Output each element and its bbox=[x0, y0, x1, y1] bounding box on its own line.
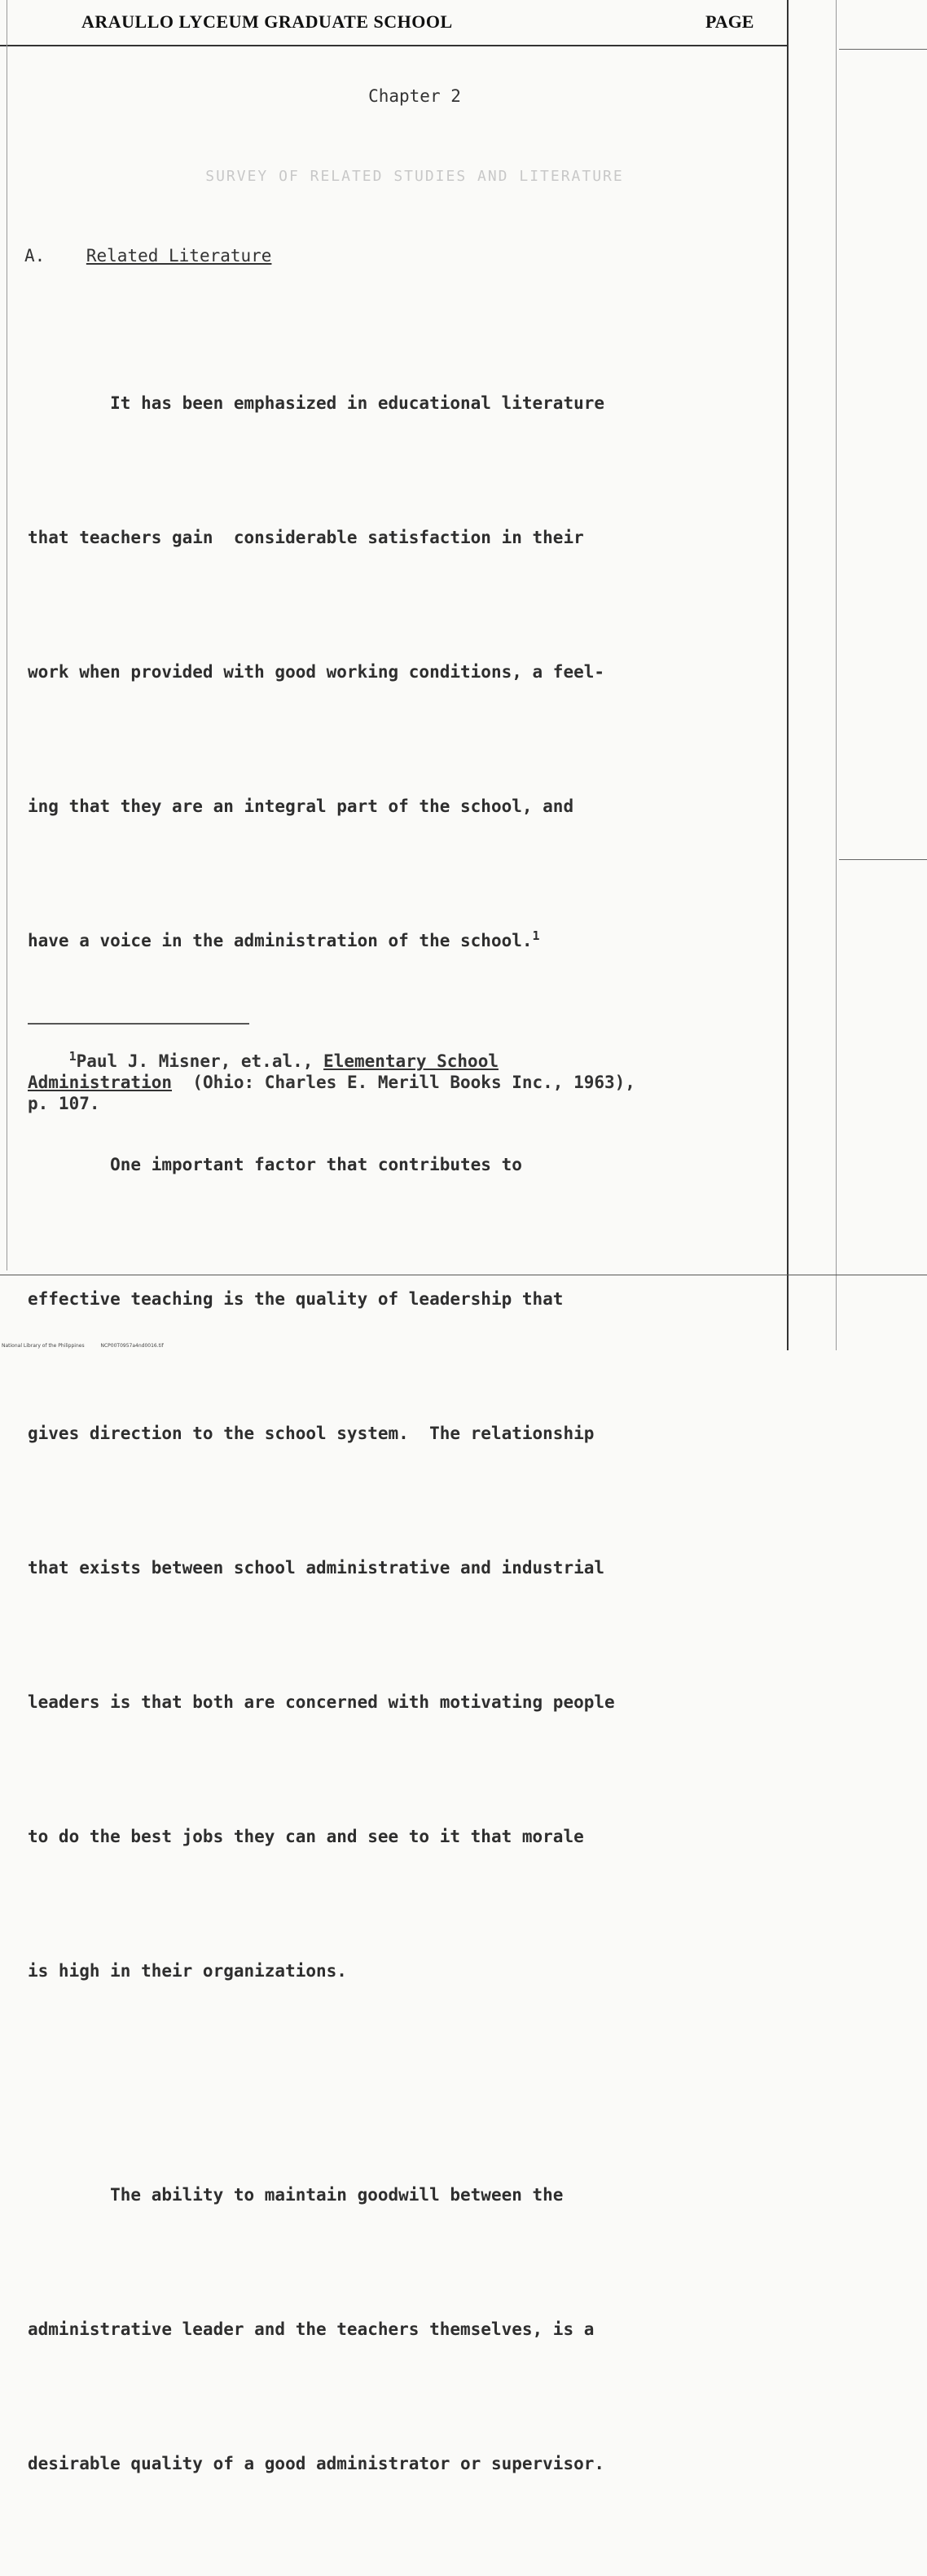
school-header-title: ARAULLO LYCEUM GRADUATE SCHOOL bbox=[81, 11, 453, 32]
footnote-reference: 1 bbox=[532, 928, 540, 943]
text-line: to do the best jobs they can and see to it that morale bbox=[28, 1827, 584, 1846]
footnote-line-2 bbox=[28, 1072, 842, 1093]
body-text bbox=[28, 292, 826, 2576]
outer-tab-rule-top bbox=[839, 49, 927, 50]
footnote-book-title: Elementary School bbox=[323, 1051, 499, 1071]
text-line: that teachers gain considerable satisfaction in their bbox=[28, 528, 584, 547]
section-label bbox=[24, 246, 271, 265]
right-edge-rule bbox=[836, 0, 837, 1350]
text-line: administrative leader and the teachers themselves, is a bbox=[28, 2319, 595, 2339]
text-line: that exists between school administrative and industrial bbox=[28, 1558, 605, 1578]
paragraph-1 bbox=[28, 292, 826, 1053]
text-line: desirable quality of a good administrator or supervisor. bbox=[28, 2454, 605, 2473]
text-line: leaders is that both are concerned with motivating people bbox=[28, 1692, 615, 1712]
footnote-author: Paul J. Misner, et.al., bbox=[76, 1051, 324, 1071]
chapter-title: Chapter 2 bbox=[368, 86, 461, 106]
section-heading: SURVEY OF RELATED STUDIES AND LITERATURE bbox=[205, 168, 624, 185]
text-line: work when provided with good working conditions, a feel- bbox=[28, 662, 605, 682]
footnote-book-title-cont: Administration bbox=[28, 1073, 173, 1092]
outer-tab-rule-mid bbox=[839, 859, 927, 860]
footnote-separator bbox=[28, 1023, 249, 1025]
library-name: National Library of the Philippines bbox=[2, 1343, 85, 1349]
footnote bbox=[28, 1051, 842, 1114]
text-line: One important factor that contributes to bbox=[28, 1155, 522, 1174]
paragraph-3 bbox=[28, 2083, 826, 2576]
footnote-line-1 bbox=[28, 1051, 842, 1072]
text-line: It has been emphasized in educational literature bbox=[28, 393, 605, 413]
text-line bbox=[28, 919, 826, 963]
header-rule bbox=[0, 45, 789, 46]
text-line-content: have a voice in the administration of the school. bbox=[28, 931, 533, 950]
footnote-publisher: (Ohio: Charles E. Merill Books Inc., 1963), bbox=[172, 1073, 635, 1092]
section-title: Related Literature bbox=[86, 246, 272, 265]
text-line: The ability to maintain goodwill between the bbox=[28, 2185, 564, 2205]
text-line: effective teaching is the quality of leadership that bbox=[28, 1289, 564, 1309]
section-letter: A. bbox=[24, 246, 46, 265]
text-line: ing that they are an integral part of the school, and bbox=[28, 796, 574, 816]
scan-filename: NCP00T0957a4nd0016.tif bbox=[100, 1343, 164, 1349]
text-line: is high in their organizations. bbox=[28, 1961, 347, 1981]
paragraph-2 bbox=[28, 1053, 826, 2083]
footnote-number: 1 bbox=[68, 1049, 77, 1064]
text-line: gives direction to the school system. The relationship bbox=[28, 1424, 595, 1443]
scanner-note bbox=[2, 1343, 178, 1349]
footnote-page: p. 107. bbox=[28, 1094, 100, 1113]
page-label: PAGE bbox=[705, 11, 754, 32]
